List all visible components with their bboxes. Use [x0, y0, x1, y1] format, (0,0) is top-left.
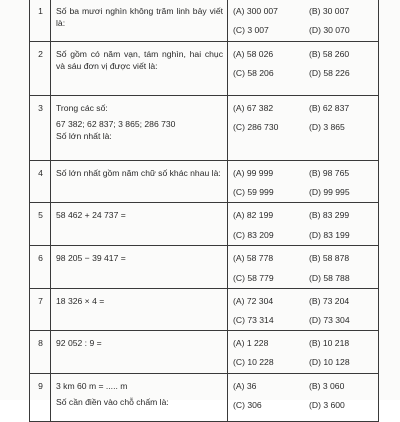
- question-text: [51, 331, 228, 373]
- option-b[interactable]: (B) 62 837: [309, 103, 350, 113]
- option-a[interactable]: (A) 1 228: [233, 338, 269, 349]
- question-text: [51, 96, 228, 161]
- question-number: 4: [30, 161, 51, 203]
- question-number: 3: [30, 96, 51, 161]
- option-b[interactable]: (B) 73 204: [309, 295, 350, 306]
- option-a[interactable]: (A) 72 304: [233, 295, 274, 306]
- option-b[interactable]: (B) 98 765: [309, 168, 350, 178]
- question-number: 9: [30, 373, 51, 421]
- option-a[interactable]: (A) 300 007: [233, 6, 278, 16]
- option-c[interactable]: (C) 73 314: [233, 315, 274, 326]
- answer-options: [228, 203, 379, 246]
- option-c[interactable]: (C) 10 228: [233, 357, 274, 368]
- option-b[interactable]: (B) 58 260: [309, 49, 350, 59]
- answer-options: [228, 373, 379, 421]
- option-c[interactable]: (C) 83 209: [233, 229, 274, 240]
- question-row: [30, 0, 379, 42]
- option-b[interactable]: (B) 83 299: [309, 210, 350, 221]
- option-d[interactable]: (D) 3 865: [309, 122, 345, 133]
- question-number: 5: [30, 203, 51, 246]
- answer-options: [228, 331, 379, 373]
- option-a[interactable]: (A) 82 199: [233, 210, 274, 221]
- question-row: [30, 161, 379, 203]
- question-number: 2: [30, 42, 51, 96]
- option-a[interactable]: (A) 58 778: [233, 253, 274, 264]
- question-text-line: 18 326 × 4 =: [56, 295, 105, 306]
- option-d[interactable]: (D) 99 995: [309, 187, 350, 198]
- question-text-line: Số lớn nhất gồm năm chữ số khác nhau là:: [56, 168, 221, 178]
- question-text: [51, 373, 228, 421]
- answer-options: [228, 42, 379, 96]
- option-c[interactable]: (C) 306: [233, 399, 262, 410]
- option-d[interactable]: (D) 83 199: [309, 229, 350, 240]
- answer-options: [228, 288, 379, 330]
- option-d[interactable]: (D) 10 128: [309, 357, 350, 368]
- question-number: 6: [30, 246, 51, 288]
- option-c[interactable]: (C) 286 730: [233, 122, 279, 133]
- question-number: 8: [30, 331, 51, 373]
- option-b[interactable]: (B) 58 878: [309, 253, 350, 264]
- answer-options: [228, 96, 379, 161]
- question-text-line: 3 km 60 m = ..... m: [56, 380, 128, 391]
- option-c[interactable]: (C) 59 999: [233, 187, 274, 198]
- quiz-table: [29, 0, 379, 422]
- question-row: [30, 246, 379, 288]
- question-text-line: Số lớn nhất là:: [56, 131, 112, 142]
- option-a[interactable]: (A) 67 382: [233, 103, 274, 113]
- option-d[interactable]: (D) 73 304: [309, 315, 350, 326]
- option-a[interactable]: (A) 36: [233, 380, 257, 391]
- question-text-line: 58 462 + 24 737 =: [56, 210, 126, 221]
- question-text: [51, 288, 228, 330]
- question-row: [30, 331, 379, 373]
- question-text-line: Số ba mươi nghìn không trăm linh bảy viết là:: [56, 6, 223, 29]
- question-text-line: Số gồm có năm vạn, tám nghìn, hai chục và sáu đơn vị được viết là:: [56, 49, 223, 72]
- question-text-line: 92 052 : 9 =: [56, 338, 102, 349]
- question-text: [51, 42, 228, 96]
- question-number: 7: [30, 288, 51, 330]
- question-text: [51, 203, 228, 246]
- question-row: [30, 96, 379, 161]
- question-text-line: 98 205 − 39 417 =: [56, 253, 126, 264]
- option-a[interactable]: (A) 99 999: [233, 168, 274, 178]
- question-text-line: Số cần điền vào chỗ chấm là:: [56, 396, 169, 407]
- option-d[interactable]: (D) 30 070: [309, 25, 350, 36]
- option-b[interactable]: (B) 3 060: [309, 380, 345, 391]
- question-text: [51, 161, 228, 203]
- option-d[interactable]: (D) 3 600: [309, 399, 345, 410]
- question-text-line: Trong các số:: [56, 103, 108, 113]
- question-row: [30, 203, 379, 246]
- question-text-line: 67 382; 62 837; 3 865; 286 730: [56, 119, 176, 130]
- question-row: [30, 42, 379, 96]
- option-d[interactable]: (D) 58 226: [309, 68, 350, 79]
- question-text: [51, 0, 228, 42]
- question-row: [30, 288, 379, 330]
- answer-options: [228, 161, 379, 203]
- option-a[interactable]: (A) 58 026: [233, 49, 274, 59]
- option-c[interactable]: (C) 58 206: [233, 68, 274, 79]
- answer-options: [228, 0, 379, 42]
- option-c[interactable]: (C) 58 779: [233, 272, 274, 283]
- question-text: [51, 246, 228, 288]
- question-row: [30, 373, 379, 421]
- option-c[interactable]: (C) 3 007: [233, 25, 269, 36]
- answer-options: [228, 246, 379, 288]
- question-number: 1: [30, 0, 51, 42]
- option-b[interactable]: (B) 30 007: [309, 6, 350, 16]
- option-b[interactable]: (B) 10 218: [309, 338, 350, 349]
- option-d[interactable]: (D) 58 788: [309, 272, 350, 283]
